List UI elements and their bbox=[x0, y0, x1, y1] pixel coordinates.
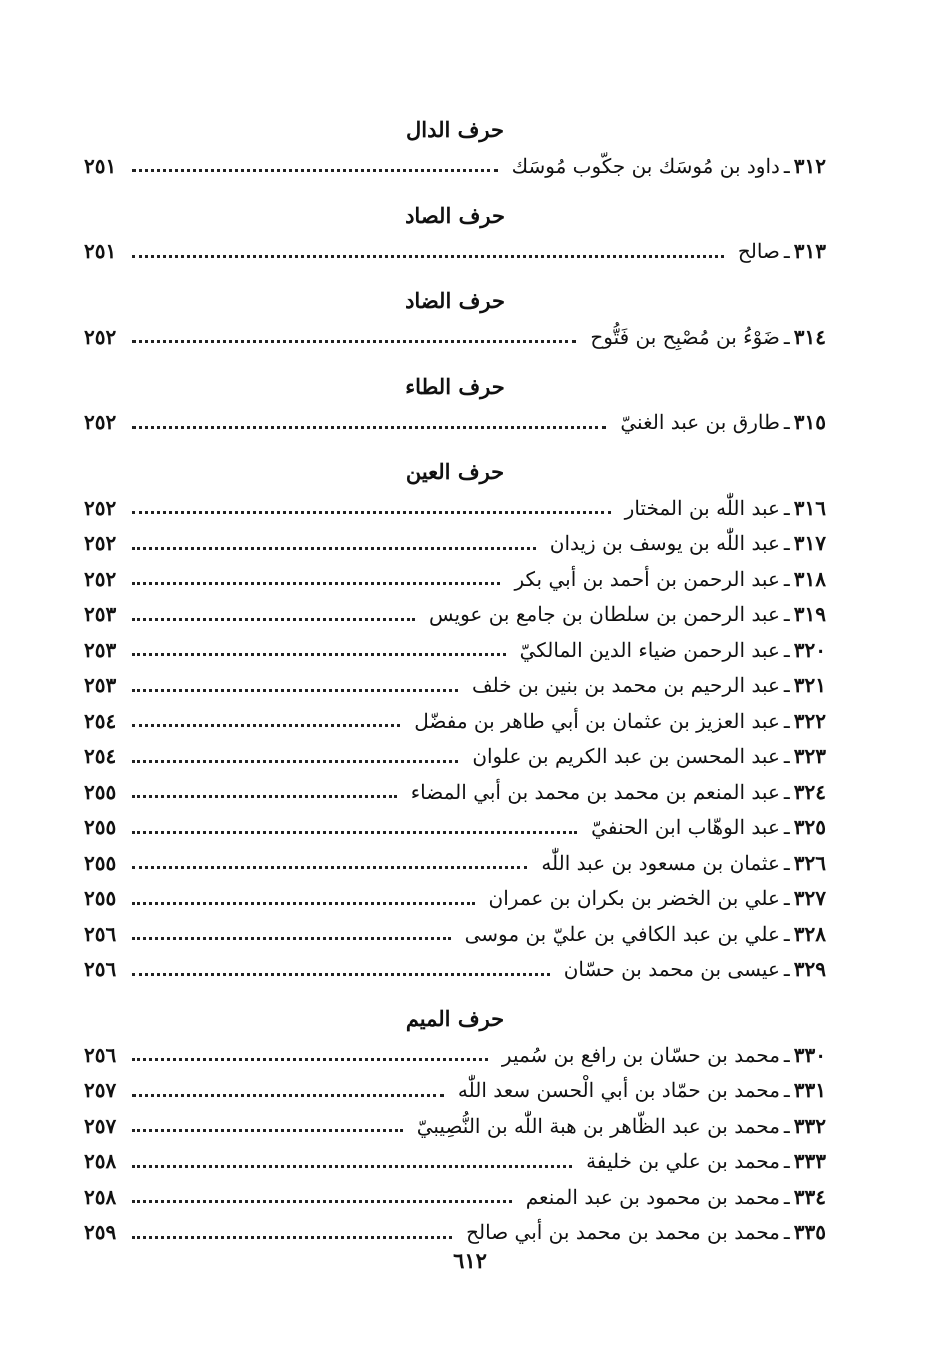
entry-page-number: ٢٥٣ bbox=[84, 673, 117, 698]
toc-entry bbox=[84, 668, 826, 704]
toc-entry bbox=[84, 234, 826, 270]
entry-name: عبد العزيز بن عثمان بن أبي طاهر بن مفضّل bbox=[414, 708, 780, 733]
dot-leader bbox=[132, 724, 400, 727]
entry-name: صالح bbox=[737, 239, 780, 264]
dot-leader bbox=[132, 547, 536, 550]
entry-number: ٣١٨ bbox=[793, 566, 826, 591]
entry-name: عبد الرحمن بن أحمد بن أبي بكر bbox=[514, 566, 780, 591]
entry-name: محمد بن علي بن خليفة bbox=[586, 1149, 780, 1174]
entry-number: ٣٣٥ bbox=[793, 1220, 826, 1245]
toc-entry bbox=[84, 916, 826, 952]
entry-page-number: ٢٥١ bbox=[84, 239, 117, 264]
entry-separator: ـ bbox=[783, 602, 790, 627]
entry-page-number: ٢٥١ bbox=[84, 153, 117, 178]
dot-leader bbox=[132, 511, 611, 514]
toc-entry bbox=[84, 739, 826, 775]
dot-leader bbox=[132, 831, 577, 834]
entry-name: عبد اللّٰه بن يوسف بن زيدان bbox=[549, 531, 780, 556]
dot-leader bbox=[132, 618, 415, 621]
entry-number: ٣٣١ bbox=[793, 1078, 826, 1103]
entry-separator: ـ bbox=[783, 153, 790, 178]
section-heading: حرف العين bbox=[405, 459, 505, 484]
toc-entry bbox=[84, 1179, 826, 1215]
entry-name: عيسى بن محمد بن حسّان bbox=[563, 957, 780, 982]
dot-leader bbox=[132, 795, 397, 798]
entry-separator: ـ bbox=[783, 1220, 790, 1245]
dot-leader bbox=[132, 582, 500, 585]
entry-number: ٣١٢ bbox=[793, 153, 826, 178]
entry-name: عبد الرحمن ضياء الدين المالكيّ bbox=[519, 637, 780, 662]
entry-page-number: ٢٥٥ bbox=[84, 886, 117, 911]
entry-name: علي بن عبد الكافي بن عليّ بن موسى bbox=[464, 921, 780, 946]
entry-number: ٣١٩ bbox=[793, 602, 826, 627]
entry-page-number: ٢٥٦ bbox=[84, 1042, 117, 1067]
dot-leader bbox=[132, 1165, 572, 1168]
entry-number: ٣١٧ bbox=[793, 531, 826, 556]
section-heading: حرف الميم bbox=[405, 1006, 505, 1031]
entry-name: محمد بن محمود بن عبد المنعم bbox=[525, 1184, 780, 1209]
entry-name: عبد الرحيم بن محمد بن بنين بن خلف bbox=[471, 673, 780, 698]
entry-page-number: ٢٥٣ bbox=[84, 637, 117, 662]
entry-separator: ـ bbox=[783, 779, 790, 804]
entry-number: ٣٢٤ bbox=[793, 779, 826, 804]
entry-number: ٣٢١ bbox=[793, 673, 826, 698]
entry-number: ٣٣٢ bbox=[793, 1113, 826, 1138]
entry-page-number: ٢٥٨ bbox=[84, 1184, 117, 1209]
section-heading: حرف الضاد bbox=[405, 288, 505, 313]
toc-entry bbox=[84, 952, 826, 988]
toc-entry bbox=[84, 526, 826, 562]
dot-leader bbox=[132, 1058, 488, 1061]
page-number: ٦١٢ bbox=[453, 1248, 487, 1273]
entry-separator: ـ bbox=[783, 1078, 790, 1103]
entry-separator: ـ bbox=[783, 673, 790, 698]
dot-leader bbox=[132, 1094, 444, 1097]
entry-number: ٣٢٢ bbox=[793, 708, 826, 733]
toc-entry bbox=[84, 1215, 826, 1251]
entry-page-number: ٢٥٥ bbox=[84, 850, 117, 875]
entry-page-number: ٢٥٢ bbox=[84, 531, 117, 556]
entry-separator: ـ bbox=[783, 744, 790, 769]
toc-entry bbox=[84, 1108, 826, 1144]
entry-separator: ـ bbox=[783, 566, 790, 591]
section-heading: حرف الصاد bbox=[405, 202, 505, 228]
entry-page-number: ٢٥٧ bbox=[84, 1078, 117, 1103]
entry-number: ٣١٣ bbox=[793, 239, 826, 264]
entry-page-number: ٢٥٥ bbox=[84, 779, 117, 804]
entry-number: ٣٢٨ bbox=[793, 921, 826, 946]
toc-entry bbox=[84, 881, 826, 917]
toc-entry bbox=[84, 148, 826, 184]
entry-name: عبد الوهّاب ابن الحنفيّ bbox=[591, 815, 780, 840]
entry-separator: ـ bbox=[783, 815, 790, 840]
section-heading: حرف الطاء bbox=[405, 373, 505, 399]
entry-separator: ـ bbox=[783, 957, 790, 982]
entry-separator: ـ bbox=[783, 1042, 790, 1067]
dot-leader bbox=[132, 1200, 512, 1203]
section-heading: حرف الدال bbox=[406, 117, 504, 142]
entry-separator: ـ bbox=[783, 637, 790, 662]
entry-name: محمد بن عبد الظّاهر بن هبة اللّٰه بن النُّصِيبيّ bbox=[416, 1113, 780, 1138]
entry-number: ٣١٥ bbox=[793, 410, 826, 435]
toc-entry bbox=[84, 561, 826, 597]
entry-separator: ـ bbox=[783, 324, 790, 349]
entry-separator: ـ bbox=[783, 495, 790, 520]
entry-separator: ـ bbox=[783, 921, 790, 946]
toc-entry bbox=[84, 490, 826, 526]
toc-entry bbox=[84, 405, 826, 441]
entry-separator: ـ bbox=[783, 1113, 790, 1138]
entry-name: عبد اللّٰه بن المختار bbox=[624, 495, 780, 520]
toc-entry bbox=[84, 632, 826, 668]
toc-entry bbox=[84, 774, 826, 810]
entry-page-number: ٢٥٥ bbox=[84, 815, 117, 840]
dot-leader bbox=[132, 937, 451, 940]
dot-leader bbox=[132, 1236, 452, 1239]
entry-page-number: ٢٥٢ bbox=[84, 324, 117, 349]
dot-leader bbox=[132, 255, 724, 258]
entry-separator: ـ bbox=[783, 850, 790, 875]
entry-separator: ـ bbox=[783, 531, 790, 556]
entry-page-number: ٢٥٤ bbox=[84, 708, 117, 733]
entry-number: ٣٢٥ bbox=[793, 815, 826, 840]
entry-page-number: ٢٥٦ bbox=[84, 921, 117, 946]
entry-separator: ـ bbox=[783, 410, 790, 435]
toc-entry bbox=[84, 597, 826, 633]
entry-separator: ـ bbox=[783, 708, 790, 733]
entry-name: محمد بن حسّان بن رافع بن سُمير bbox=[501, 1042, 780, 1067]
entry-number: ٣٣٤ bbox=[793, 1184, 826, 1209]
entry-separator: ـ bbox=[783, 886, 790, 911]
dot-leader bbox=[132, 973, 550, 976]
entry-page-number: ٢٥٨ bbox=[84, 1149, 117, 1174]
entry-number: ٣٢٧ bbox=[793, 886, 826, 911]
entry-page-number: ٢٥٤ bbox=[84, 744, 117, 769]
table-of-contents bbox=[84, 112, 826, 1250]
entry-page-number: ٢٥٧ bbox=[84, 1113, 117, 1138]
entry-page-number: ٢٥٦ bbox=[84, 957, 117, 982]
dot-leader bbox=[132, 426, 606, 429]
entry-page-number: ٢٥٢ bbox=[84, 495, 117, 520]
entry-number: ٣١٤ bbox=[793, 324, 826, 349]
entry-number: ٣٢٣ bbox=[793, 744, 826, 769]
entry-name: عبد الرحمن بن سلطان بن جامع بن عويس bbox=[429, 602, 780, 627]
entry-name: داود بن مُوسَك بن جكّوب مُوسَك bbox=[511, 153, 780, 178]
dot-leader bbox=[132, 760, 458, 763]
toc-entry bbox=[84, 1073, 826, 1109]
toc-entry bbox=[84, 845, 826, 881]
entry-separator: ـ bbox=[783, 1149, 790, 1174]
entry-name: عثمان بن مسعود بن عبد اللّٰه bbox=[541, 850, 780, 875]
dot-leader bbox=[132, 653, 506, 656]
entry-name: محمد بن حمّاد بن أبي الْحسن سعد اللّٰه bbox=[457, 1078, 780, 1103]
entry-number: ٣٢٦ bbox=[793, 850, 826, 875]
entry-number: ٣١٦ bbox=[793, 495, 826, 520]
entry-page-number: ٢٥٢ bbox=[84, 410, 117, 435]
toc-entry bbox=[84, 703, 826, 739]
dot-leader bbox=[132, 689, 458, 692]
entry-number: ٣٣٣ bbox=[793, 1149, 826, 1174]
toc-entry bbox=[84, 1144, 826, 1180]
entry-name: عبد المنعم بن محمد بن محمد بن أبي المضاء bbox=[410, 779, 780, 804]
entry-page-number: ٢٥٢ bbox=[84, 566, 117, 591]
dot-leader bbox=[132, 866, 527, 869]
entry-name: طارق بن عبد الغنيّ bbox=[620, 410, 780, 435]
entry-separator: ـ bbox=[783, 239, 790, 264]
dot-leader bbox=[132, 340, 576, 343]
entry-name: علي بن الخضر بن بكران بن عمران bbox=[488, 886, 780, 911]
dot-leader bbox=[132, 169, 498, 172]
dot-leader bbox=[132, 1129, 403, 1132]
entry-page-number: ٢٥٣ bbox=[84, 602, 117, 627]
entry-number: ٣٢٩ bbox=[793, 957, 826, 982]
toc-entry bbox=[84, 1037, 826, 1073]
entry-name: عبد المحسن بن عبد الكريم بن علوان bbox=[472, 744, 780, 769]
entry-name: محمد بن محمد بن محمد بن أبي صالح bbox=[466, 1220, 780, 1245]
entry-number: ٣٢٠ bbox=[793, 637, 826, 662]
entry-number: ٣٣٠ bbox=[793, 1042, 826, 1067]
dot-leader bbox=[132, 902, 475, 905]
entry-separator: ـ bbox=[783, 1184, 790, 1209]
entry-name: ضَوْءُ بن مُصْبِح بن فَتُّوح bbox=[590, 324, 780, 349]
toc-entry bbox=[84, 319, 826, 355]
entry-page-number: ٢٥٩ bbox=[84, 1220, 117, 1245]
toc-entry bbox=[84, 810, 826, 846]
